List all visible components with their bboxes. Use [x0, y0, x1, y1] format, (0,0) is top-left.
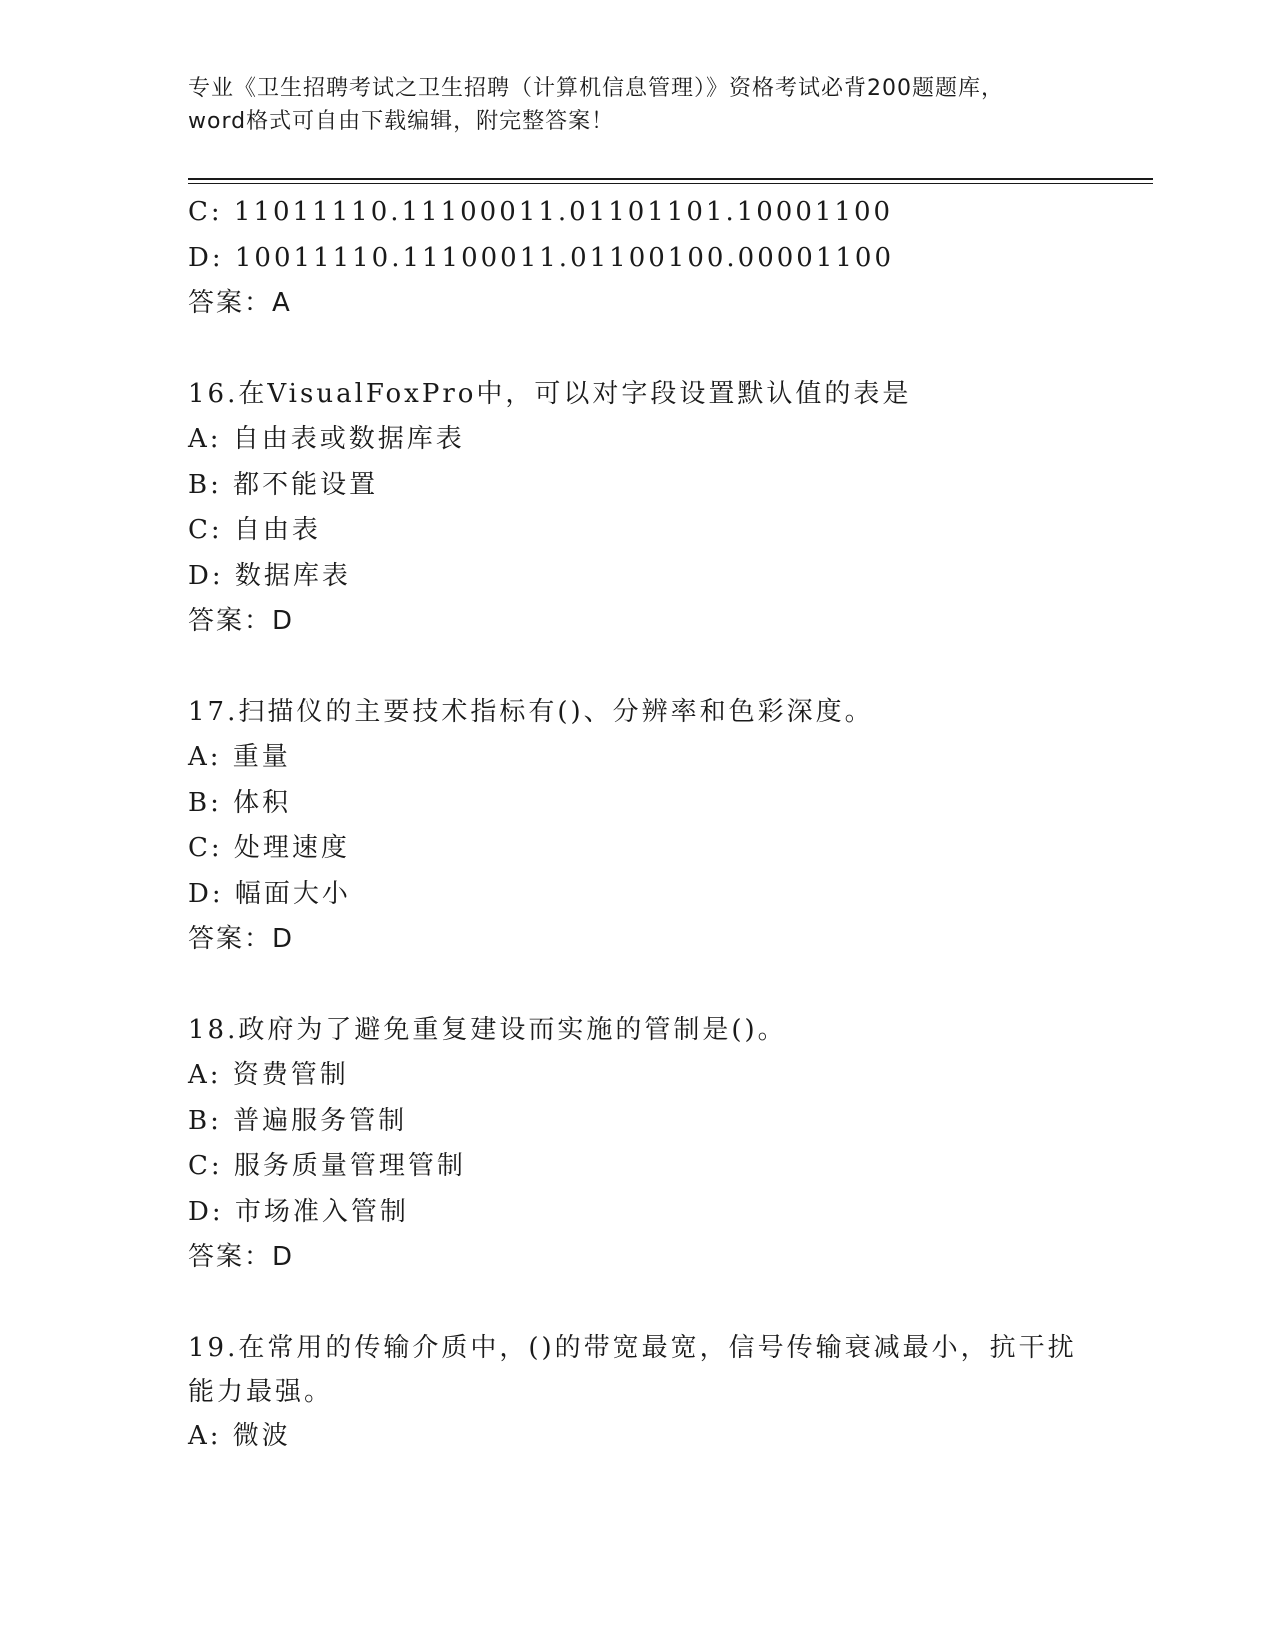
option-b: B: 体积	[188, 787, 292, 818]
question-text: 17.扫描仪的主要技术指标有()、分辨率和色彩深度。	[188, 696, 874, 727]
answer-line: 答案：D	[188, 924, 295, 954]
answer-line: 答案：D	[188, 1242, 295, 1272]
question-text: 18.政府为了避免重复建设而实施的管制是()。	[188, 1014, 787, 1045]
option-d: D: 10011110.11100011.01100100.00001100	[188, 242, 895, 273]
option-a: A: 资费管制	[188, 1060, 349, 1090]
option-c: C: 服务质量管理管制	[188, 1151, 466, 1181]
spacer	[188, 645, 1088, 690]
question-18	[188, 1008, 1088, 1281]
spacer	[188, 963, 1088, 1008]
option-a: A: 微波	[188, 1420, 291, 1451]
answer-line: 答案：D	[188, 606, 295, 636]
option-c: C: 自由表	[188, 515, 321, 545]
option-c: C: 处理速度	[188, 833, 350, 863]
header-line-1: 专业《卫生招聘考试之卫生招聘（计算机信息管理）》资格考试必背200题题库，	[188, 76, 1004, 101]
document-header	[188, 72, 1088, 138]
question-text: 19.在常用的传输介质中，()的带宽最宽，信号传输衰减最小，抗干扰能力最强。	[188, 1332, 1077, 1407]
previous-question-tail	[188, 190, 1088, 327]
header-divider-thin	[188, 183, 1153, 184]
option-d: D: 数据库表	[188, 560, 351, 591]
option-c: C: 11011110.11100011.01101101.10001100	[188, 197, 894, 227]
option-d: D: 幅面大小	[188, 878, 351, 909]
question-text: 16.在VisualFoxPro中，可以对字段设置默认值的表是	[188, 378, 912, 409]
question-19	[188, 1326, 1088, 1460]
option-d: D: 市场准入管制	[188, 1196, 409, 1227]
answer-line: 答案：A	[188, 288, 292, 318]
spacer	[188, 327, 1088, 372]
option-b: B: 都不能设置	[188, 469, 379, 500]
option-a: A: 重量	[188, 742, 291, 772]
option-a: A: 自由表或数据库表	[188, 424, 465, 454]
question-17	[188, 690, 1088, 963]
question-16	[188, 372, 1088, 645]
question-content	[188, 190, 1088, 1459]
header-line-2: word格式可自由下载编辑，附完整答案！	[188, 109, 615, 134]
option-b: B: 普遍服务管制	[188, 1105, 408, 1136]
spacer	[188, 1281, 1088, 1326]
header-divider-thick	[188, 178, 1153, 180]
